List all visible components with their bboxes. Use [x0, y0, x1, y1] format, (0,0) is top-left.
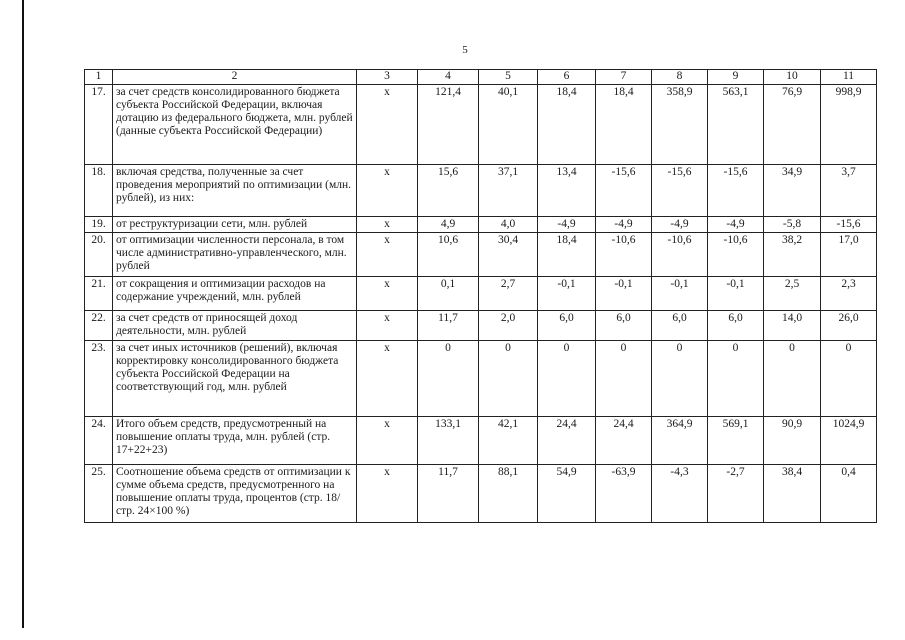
- table-row: [85, 465, 877, 523]
- value-cell: 998,9: [821, 85, 877, 165]
- row-number: 21.: [85, 277, 113, 311]
- value-cell: 10,6: [418, 233, 479, 277]
- column-header: 4: [418, 70, 479, 85]
- value-cell: х: [357, 277, 418, 311]
- value-cell: 4,0: [479, 217, 538, 233]
- value-cell: 0: [652, 341, 708, 417]
- page-number: 5: [462, 44, 468, 56]
- value-cell: 34,9: [764, 165, 821, 217]
- value-cell: 0: [538, 341, 596, 417]
- value-cell: 0: [479, 341, 538, 417]
- value-cell: 18,4: [596, 85, 652, 165]
- value-cell: -2,7: [708, 465, 764, 523]
- value-cell: -0,1: [596, 277, 652, 311]
- value-cell: 13,4: [538, 165, 596, 217]
- value-cell: х: [357, 217, 418, 233]
- value-cell: -5,8: [764, 217, 821, 233]
- value-cell: 42,1: [479, 417, 538, 465]
- value-cell: 1024,9: [821, 417, 877, 465]
- table-row: [85, 341, 877, 417]
- row-description: Соотношение объема средств от оптимизации к сумме объема средств, предусмотренного на повышение оплаты труда, процентов (стр. 18/стр. 24×100 %): [113, 465, 357, 523]
- row-description: Итого объем средств, предусмотренный на повышение оплаты труда, млн. рублей (стр. 17+22+23): [113, 417, 357, 465]
- value-cell: -0,1: [538, 277, 596, 311]
- value-cell: 0: [708, 341, 764, 417]
- row-number: 25.: [85, 465, 113, 523]
- value-cell: 18,4: [538, 233, 596, 277]
- value-cell: 2,5: [764, 277, 821, 311]
- column-header: 7: [596, 70, 652, 85]
- column-header: 1: [85, 70, 113, 85]
- table-row: [85, 217, 877, 233]
- value-cell: 2,3: [821, 277, 877, 311]
- value-cell: 15,6: [418, 165, 479, 217]
- value-cell: 6,0: [596, 311, 652, 341]
- value-cell: 26,0: [821, 311, 877, 341]
- value-cell: -0,1: [708, 277, 764, 311]
- value-cell: х: [357, 85, 418, 165]
- value-cell: 0: [764, 341, 821, 417]
- value-cell: 6,0: [538, 311, 596, 341]
- value-cell: 569,1: [708, 417, 764, 465]
- value-cell: 121,4: [418, 85, 479, 165]
- value-cell: х: [357, 341, 418, 417]
- value-cell: 0: [821, 341, 877, 417]
- value-cell: 11,7: [418, 465, 479, 523]
- value-cell: -4,3: [652, 465, 708, 523]
- value-cell: 133,1: [418, 417, 479, 465]
- row-description: включая средства, полученные за счет проведения мероприятий по оптимизации (млн. рублей), из них:: [113, 165, 357, 217]
- value-cell: 38,2: [764, 233, 821, 277]
- value-cell: -4,9: [652, 217, 708, 233]
- value-cell: 90,9: [764, 417, 821, 465]
- value-cell: 40,1: [479, 85, 538, 165]
- value-cell: 54,9: [538, 465, 596, 523]
- value-cell: -4,9: [708, 217, 764, 233]
- value-cell: 364,9: [652, 417, 708, 465]
- value-cell: 24,4: [538, 417, 596, 465]
- value-cell: х: [357, 465, 418, 523]
- value-cell: 24,4: [596, 417, 652, 465]
- table-row: [85, 311, 877, 341]
- row-description: от сокращения и оптимизации расходов на содержание учреждений, млн. рублей: [113, 277, 357, 311]
- value-cell: 0,4: [821, 465, 877, 523]
- row-description: за счет средств консолидированного бюджета субъекта Российской Федерации, включая дотацию из федерального бюджета, млн. рублей (данные субъекта Российской Федерации): [113, 85, 357, 165]
- row-description: за счет иных источников (решений), включая корректировку консолидированного бюджета субъекта Российской Федерации на соответствующий год, млн. рублей: [113, 341, 357, 417]
- row-description: за счет средств от приносящей доход деятельности, млн. рублей: [113, 311, 357, 341]
- value-cell: 17,0: [821, 233, 877, 277]
- value-cell: 76,9: [764, 85, 821, 165]
- value-cell: 0: [418, 341, 479, 417]
- value-cell: х: [357, 233, 418, 277]
- column-header: 9: [708, 70, 764, 85]
- value-cell: -15,6: [821, 217, 877, 233]
- row-number: 24.: [85, 417, 113, 465]
- value-cell: -10,6: [596, 233, 652, 277]
- value-cell: 4,9: [418, 217, 479, 233]
- row-number: 17.: [85, 85, 113, 165]
- value-cell: -4,9: [596, 217, 652, 233]
- row-number: 20.: [85, 233, 113, 277]
- value-cell: 6,0: [708, 311, 764, 341]
- value-cell: -10,6: [652, 233, 708, 277]
- row-number: 18.: [85, 165, 113, 217]
- table-row: [85, 277, 877, 311]
- value-cell: х: [357, 165, 418, 217]
- column-header: 6: [538, 70, 596, 85]
- table-row: [85, 165, 877, 217]
- value-cell: 358,9: [652, 85, 708, 165]
- value-cell: 563,1: [708, 85, 764, 165]
- value-cell: -4,9: [538, 217, 596, 233]
- value-cell: 6,0: [652, 311, 708, 341]
- row-description: от реструктуризации сети, млн. рублей: [113, 217, 357, 233]
- value-cell: 38,4: [764, 465, 821, 523]
- row-number: 22.: [85, 311, 113, 341]
- value-cell: 3,7: [821, 165, 877, 217]
- value-cell: х: [357, 311, 418, 341]
- column-header: 10: [764, 70, 821, 85]
- value-cell: 14,0: [764, 311, 821, 341]
- report-table: [84, 69, 877, 523]
- column-header: 2: [113, 70, 357, 85]
- row-number: 23.: [85, 341, 113, 417]
- row-number: 19.: [85, 217, 113, 233]
- value-cell: -63,9: [596, 465, 652, 523]
- value-cell: 37,1: [479, 165, 538, 217]
- column-header: 8: [652, 70, 708, 85]
- value-cell: -15,6: [596, 165, 652, 217]
- value-cell: х: [357, 417, 418, 465]
- value-cell: 18,4: [538, 85, 596, 165]
- value-cell: 11,7: [418, 311, 479, 341]
- column-header: 3: [357, 70, 418, 85]
- value-cell: -0,1: [652, 277, 708, 311]
- value-cell: 2,7: [479, 277, 538, 311]
- value-cell: 0: [596, 341, 652, 417]
- value-cell: -15,6: [652, 165, 708, 217]
- table-row: [85, 417, 877, 465]
- value-cell: -10,6: [708, 233, 764, 277]
- value-cell: -15,6: [708, 165, 764, 217]
- value-cell: 0,1: [418, 277, 479, 311]
- column-header: 5: [479, 70, 538, 85]
- value-cell: 2,0: [479, 311, 538, 341]
- margin-rule: [22, 0, 24, 628]
- table-row: [85, 85, 877, 165]
- table-row: [85, 233, 877, 277]
- column-header: 11: [821, 70, 877, 85]
- value-cell: 88,1: [479, 465, 538, 523]
- row-description: от оптимизации численности персонала, в том числе административно-управленческого, млн. рублей: [113, 233, 357, 277]
- header-row: [85, 70, 877, 85]
- value-cell: 30,4: [479, 233, 538, 277]
